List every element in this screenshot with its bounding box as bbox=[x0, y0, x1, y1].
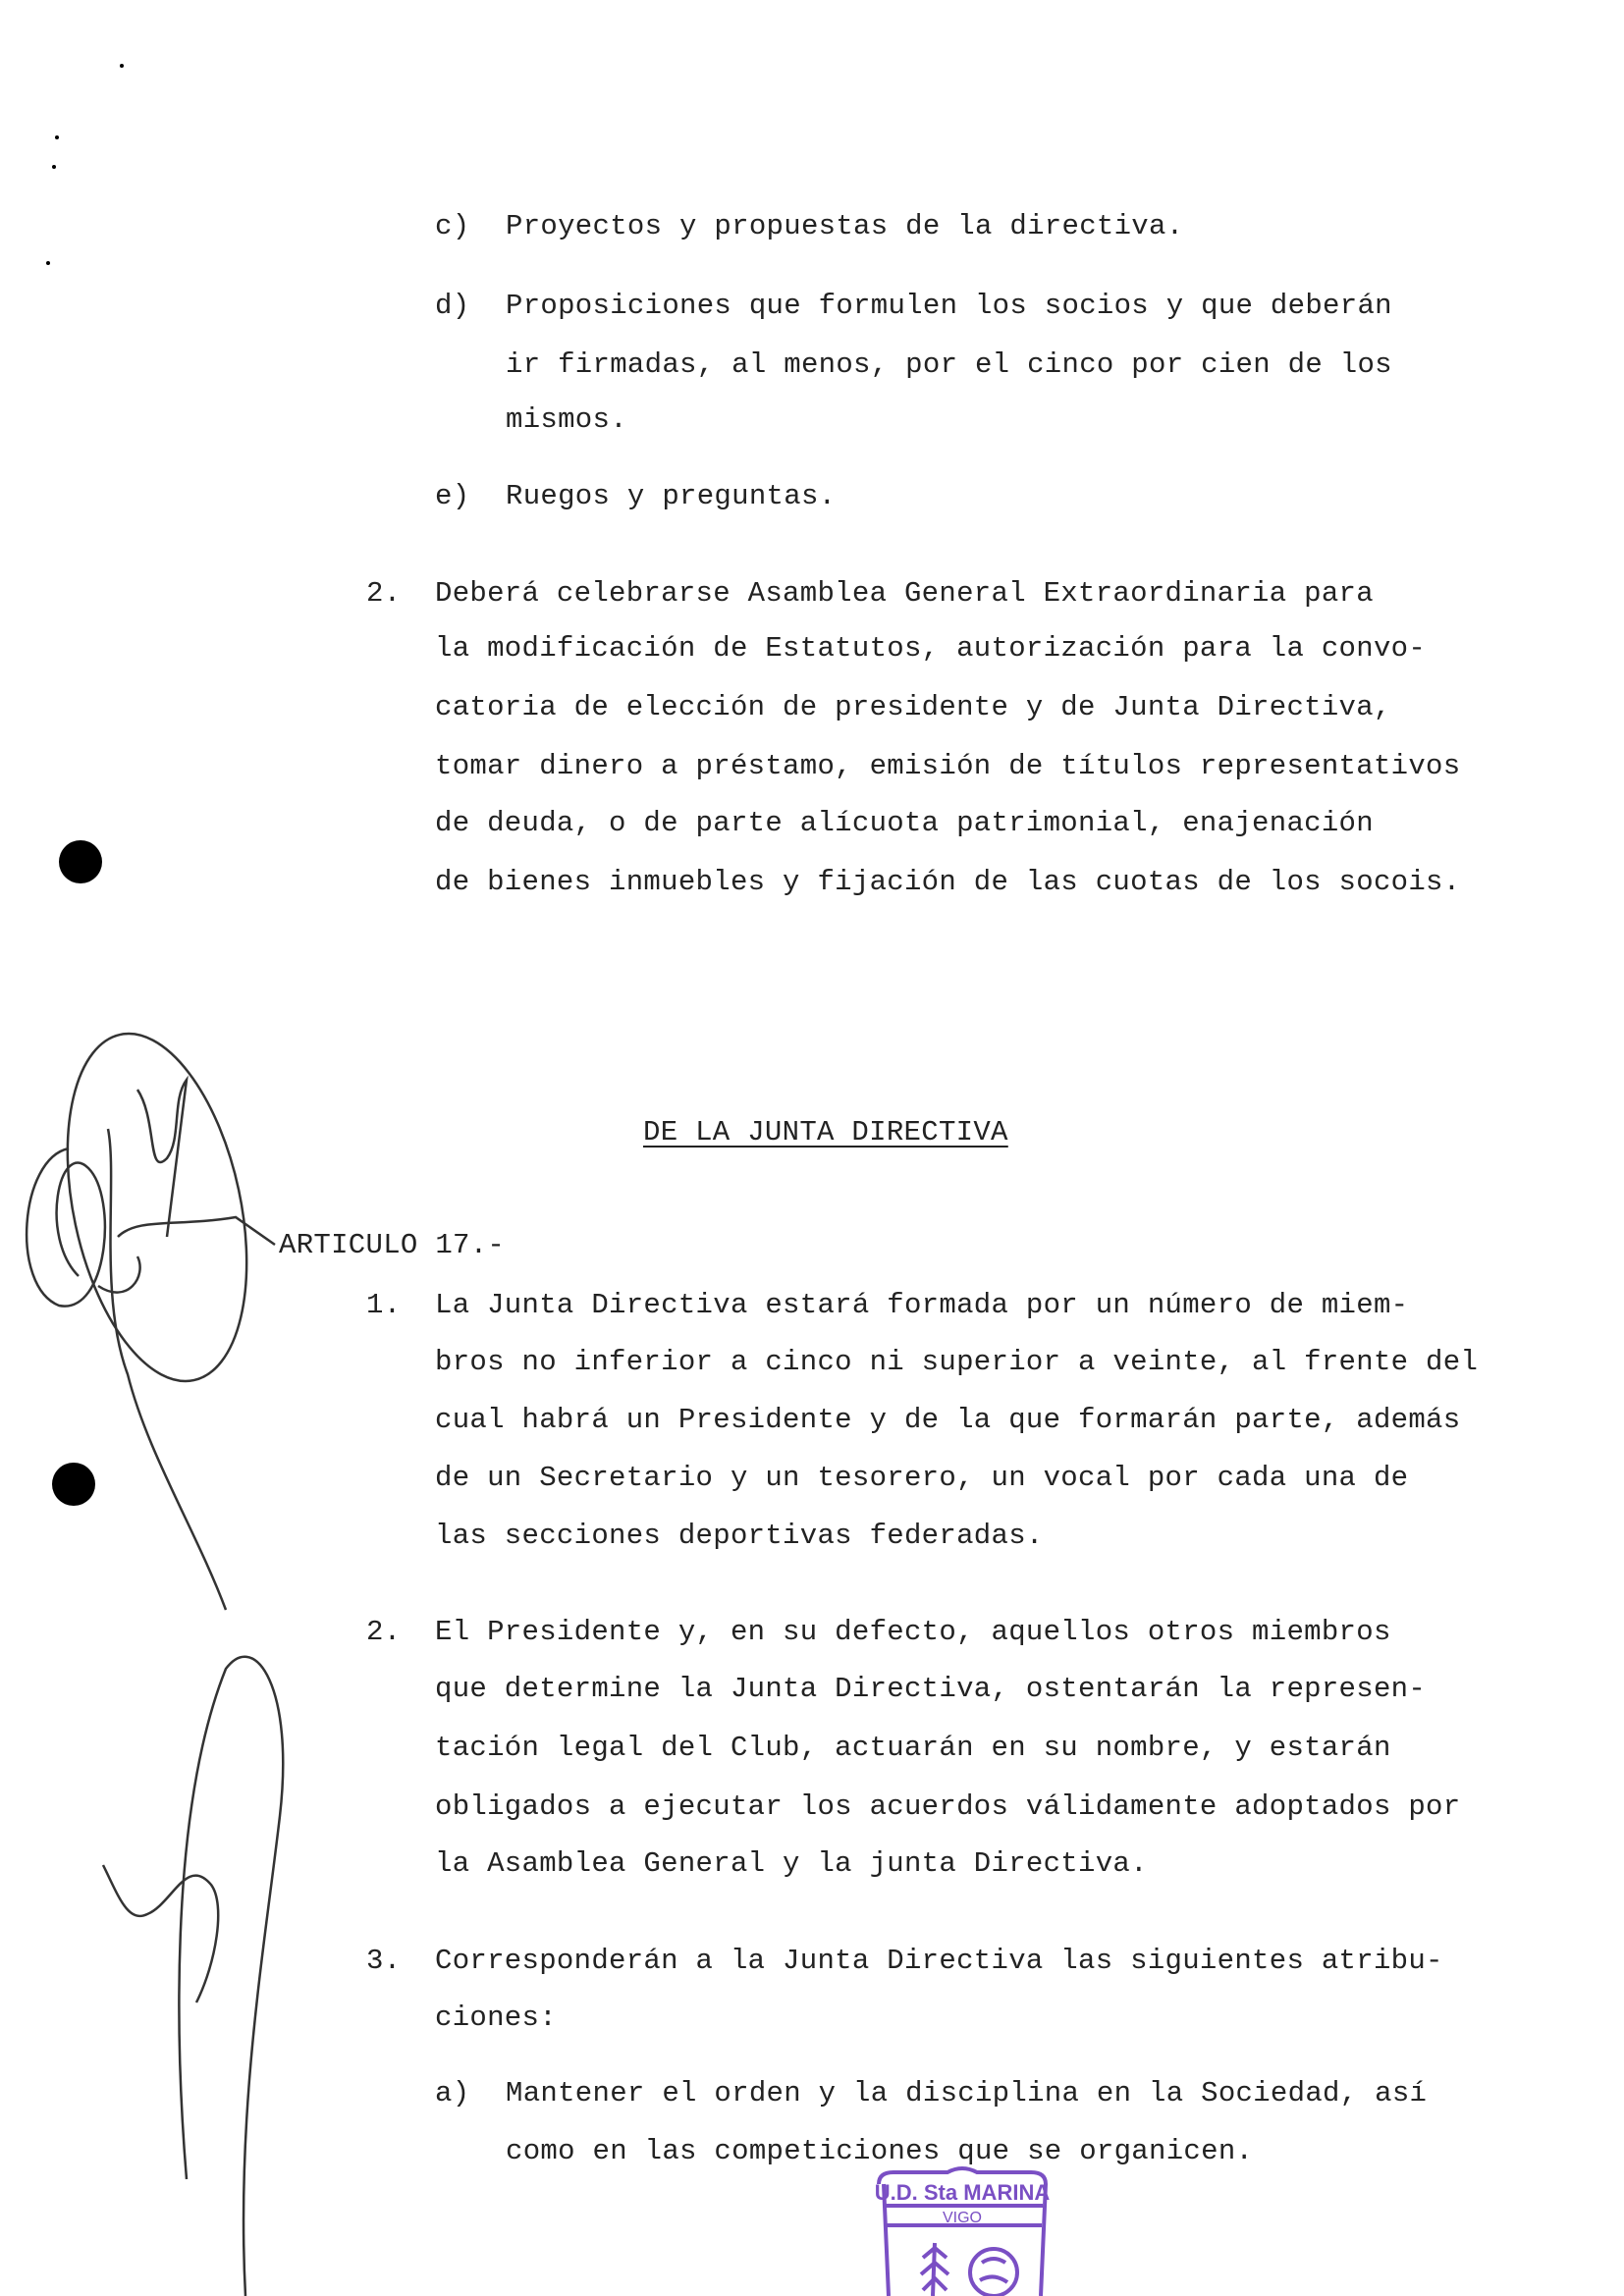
sub-item-marker: a) bbox=[435, 2077, 470, 2109]
list-item-d-line: Proposiciones que formulen los socios y que deberán bbox=[506, 290, 1392, 322]
sub-item-line: como en las competiciones que se organicen. bbox=[506, 2135, 1254, 2167]
article-item-number: 2. bbox=[366, 1616, 402, 1648]
signature-lower bbox=[103, 1657, 283, 2296]
list-item-d-line: mismos. bbox=[506, 403, 627, 436]
list-marker-d: d) bbox=[435, 290, 470, 322]
article-item-line: que determine la Junta Directiva, ostentarán la represen- bbox=[435, 1673, 1427, 1705]
paragraph-line: Deberá celebrarse Asamblea General Extraordinaria para bbox=[435, 577, 1374, 610]
signature-marks bbox=[0, 0, 393, 2296]
list-item-c-line: Proyectos y propuestas de la directiva. bbox=[506, 210, 1184, 242]
paragraph-number: 2. bbox=[366, 577, 402, 610]
article-title: ARTICULO 17.- bbox=[279, 1229, 506, 1261]
article-item-line: cual habrá un Presidente y de la que formarán parte, además bbox=[435, 1404, 1461, 1436]
paragraph-line: de deuda, o de parte alícuota patrimonial, enajenación bbox=[435, 807, 1374, 839]
paragraph-line: tomar dinero a préstamo, emisión de títulos representativos bbox=[435, 750, 1461, 782]
article-item-number: 3. bbox=[366, 1945, 402, 1977]
sub-item-line: Mantener el orden y la disciplina en la Sociedad, así bbox=[506, 2077, 1428, 2109]
stamp-text-city: VIGO bbox=[942, 2210, 983, 2226]
article-item-line: ciones: bbox=[435, 2002, 557, 2034]
paragraph-line: de bienes inmuebles y fijación de las cuotas de los socois. bbox=[435, 866, 1461, 898]
list-marker-c: c) bbox=[435, 210, 470, 242]
article-item-line: obligados a ejecutar los acuerdos válidamente adoptados por bbox=[435, 1790, 1461, 1823]
signature-upper bbox=[27, 1017, 275, 1610]
article-item-line: tación legal del Club, actuarán en su nombre, y estarán bbox=[435, 1732, 1391, 1764]
article-item-line: Corresponderán a la Junta Directiva las siguientes atribu- bbox=[435, 1945, 1443, 1977]
list-item-d-line: ir firmadas, al menos, por el cinco por cien de los bbox=[506, 348, 1392, 381]
article-item-line: de un Secretario y un tesorero, un vocal por cada una de bbox=[435, 1462, 1409, 1494]
list-item-e-line: Ruegos y preguntas. bbox=[506, 480, 837, 512]
paragraph-line: la modificación de Estatutos, autorización para la convo- bbox=[435, 632, 1427, 665]
paragraph-line: catoria de elección de presidente y de Junta Directiva, bbox=[435, 691, 1391, 723]
club-stamp-logo bbox=[864, 2164, 1060, 2296]
article-item-line: la Asamblea General y la junta Directiva. bbox=[435, 1847, 1148, 1880]
list-marker-e: e) bbox=[435, 480, 470, 512]
section-heading: DE LA JUNTA DIRECTIVA bbox=[643, 1116, 1008, 1148]
article-item-number: 1. bbox=[366, 1289, 402, 1321]
article-item-line: La Junta Directiva estará formada por un número de miem- bbox=[435, 1289, 1409, 1321]
stamp-text-club: U.D. Sta MARINA bbox=[874, 2180, 1051, 2205]
article-item-line: las secciones deportivas federadas. bbox=[435, 1520, 1044, 1552]
article-item-line: bros no inferior a cinco ni superior a veinte, al frente del bbox=[435, 1346, 1479, 1378]
article-item-line: El Presidente y, en su defecto, aquellos otros miembros bbox=[435, 1616, 1391, 1648]
